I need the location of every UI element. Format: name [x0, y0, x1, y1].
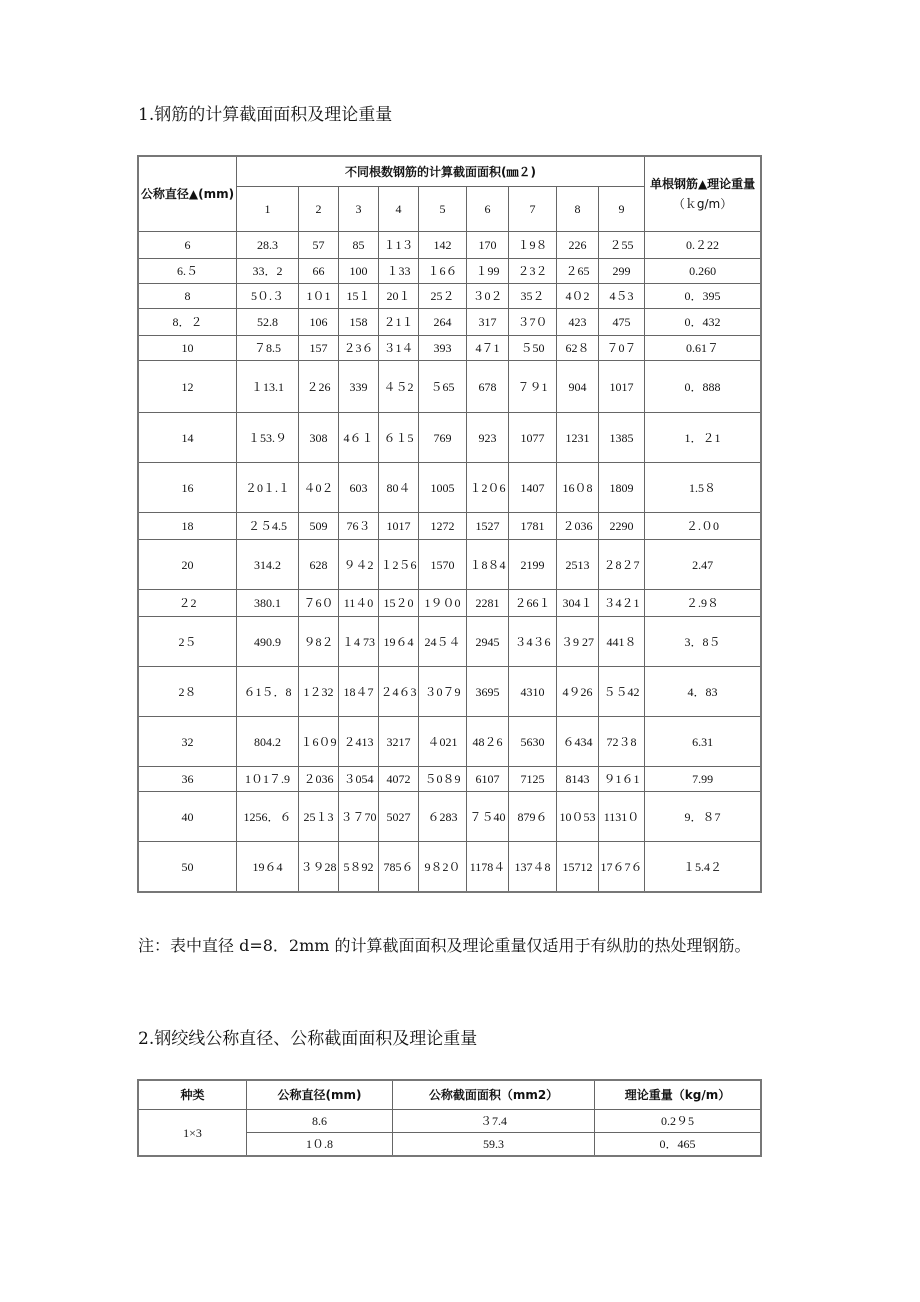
area-cell: ３7０ — [509, 309, 557, 336]
area-cell: 1131０ — [599, 792, 645, 842]
area-cell: 158 — [339, 309, 379, 336]
area-cell: 1385 — [599, 413, 645, 463]
area-cell: 804.2 — [237, 717, 299, 767]
area-cell: 62８ — [557, 336, 599, 361]
weight-cell: 9．８7 — [645, 792, 761, 842]
diameter-cell: 6.５ — [139, 259, 237, 284]
area-cell: １9８ — [509, 232, 557, 259]
area-cell: １99 — [467, 259, 509, 284]
area-cell: 1０1 — [299, 284, 339, 309]
area-cell: 5８92 — [339, 842, 379, 892]
area-cell: 879６ — [509, 792, 557, 842]
weight-cell: 3．8５ — [645, 617, 761, 667]
area-cell: 423 — [557, 309, 599, 336]
area-cell: ９8２ — [299, 617, 339, 667]
area-cell: ２8２7 — [599, 540, 645, 590]
area-cell: ４５2 — [379, 361, 419, 413]
weight-cell: 0.61７ — [645, 336, 761, 361]
area-cell: １1３ — [379, 232, 419, 259]
section2-title: 2.钢绞线公称直径、公称截面面积及理论重量 — [138, 1029, 478, 1049]
area-cell: 769 — [419, 413, 467, 463]
area-cell: 441８ — [599, 617, 645, 667]
area-cell: 57 — [299, 232, 339, 259]
area-cell: ３９28 — [299, 842, 339, 892]
area-cell: 1272 — [419, 513, 467, 540]
table-row — [139, 617, 761, 667]
area-cell: 6107 — [467, 767, 509, 792]
table-note: 注：表中直径 d=8．2mm 的计算截面面积及理论重量仅适用于有纵肋的热处理钢筋。 — [138, 936, 751, 955]
area-cell: 85 — [339, 232, 379, 259]
area-cell: ５65 — [419, 361, 467, 413]
area-cell: 1０1７.9 — [237, 767, 299, 792]
area-cell: 1005 — [419, 463, 467, 513]
area-cell: 8143 — [557, 767, 599, 792]
area-cell: ７0７ — [599, 336, 645, 361]
diameter-cell: 32 — [139, 717, 237, 767]
table-row — [139, 717, 761, 767]
area-cell: 4９26 — [557, 667, 599, 717]
area-cell: ７５40 — [467, 792, 509, 842]
weight-cell: 2.47 — [645, 540, 761, 590]
strand-cell: 0．465 — [595, 1133, 761, 1156]
section1-title: 1.钢筋的计算截面面积及理论重量 — [138, 105, 393, 125]
area-cell: ２0１.１ — [237, 463, 299, 513]
area-cell: 1178４ — [467, 842, 509, 892]
area-cell: 28.3 — [237, 232, 299, 259]
header-count-9: 9 — [599, 187, 645, 232]
weight-cell: １5.4２ — [645, 842, 761, 892]
area-cell: ２65 — [557, 259, 599, 284]
area-cell: 20１ — [379, 284, 419, 309]
area-cell: 475 — [599, 309, 645, 336]
area-cell: 9８2０ — [419, 842, 467, 892]
table-row — [139, 792, 761, 842]
strand-type-cell: 1×3 — [139, 1110, 247, 1156]
area-cell: ５５42 — [599, 667, 645, 717]
header-count-8: 8 — [557, 187, 599, 232]
area-cell: 226 — [557, 232, 599, 259]
area-cell: ６1５．8 — [237, 667, 299, 717]
diameter-cell: 16 — [139, 463, 237, 513]
area-cell: ４021 — [419, 717, 467, 767]
area-cell: １2５6 — [379, 540, 419, 590]
diameter-cell: 40 — [139, 792, 237, 842]
area-cell: ３0７9 — [419, 667, 467, 717]
area-cell: 339 — [339, 361, 379, 413]
diameter-cell: 8．２ — [139, 309, 237, 336]
weight-cell: 0.２22 — [645, 232, 761, 259]
area-cell: 16０8 — [557, 463, 599, 513]
table-row — [139, 590, 761, 617]
weight-cell: 7.99 — [645, 767, 761, 792]
area-cell: 264 — [419, 309, 467, 336]
area-cell: ２1１ — [379, 309, 419, 336]
diameter-cell: ２2 — [139, 590, 237, 617]
area-cell: ９４2 — [339, 540, 379, 590]
area-cell: 785６ — [379, 842, 419, 892]
area-cell: 1809 — [599, 463, 645, 513]
area-cell: 4０2 — [557, 284, 599, 309]
weight-cell: 1.5８ — [645, 463, 761, 513]
header-weight-unit: （ｋg/m） — [672, 197, 733, 211]
area-cell: ６434 — [557, 717, 599, 767]
area-cell: ２55 — [599, 232, 645, 259]
area-cell: ４0２ — [299, 463, 339, 513]
area-cell: 1２32 — [299, 667, 339, 717]
area-cell: １4 73 — [339, 617, 379, 667]
table-row — [139, 463, 761, 513]
area-cell: 137４8 — [509, 842, 557, 892]
weight-cell: 4．83 — [645, 667, 761, 717]
strand-header-3: 理论重量（kg/m） — [595, 1081, 761, 1110]
area-cell: 15１ — [339, 284, 379, 309]
area-cell: 2281 — [467, 590, 509, 617]
header-count-7: 7 — [509, 187, 557, 232]
area-cell: 4７1 — [467, 336, 509, 361]
diameter-cell: 18 — [139, 513, 237, 540]
area-cell: 17６7６ — [599, 842, 645, 892]
diameter-cell: 36 — [139, 767, 237, 792]
diameter-cell: 12 — [139, 361, 237, 413]
area-cell: ２036 — [557, 513, 599, 540]
area-cell: 18４7 — [339, 667, 379, 717]
diameter-cell: 14 — [139, 413, 237, 463]
area-cell: 33．2 — [237, 259, 299, 284]
area-cell: ２4６3 — [379, 667, 419, 717]
header-weight-title: 单根钢筋▲理论重量 — [649, 177, 756, 191]
table-row — [139, 336, 761, 361]
area-cell: 393 — [419, 336, 467, 361]
area-cell: ２66１ — [509, 590, 557, 617]
area-cell: 25２ — [419, 284, 467, 309]
area-cell: 603 — [339, 463, 379, 513]
table-row — [139, 842, 761, 892]
area-cell: 19６4 — [379, 617, 419, 667]
area-cell: 1781 — [509, 513, 557, 540]
area-cell: 314.2 — [237, 540, 299, 590]
area-cell: 25１3 — [299, 792, 339, 842]
area-cell: 5０.３ — [237, 284, 299, 309]
header-diameter: 公称直径▲(mm) — [139, 157, 237, 232]
area-cell: 904 — [557, 361, 599, 413]
area-cell: 628 — [299, 540, 339, 590]
header-count-4: 4 — [379, 187, 419, 232]
area-cell: 1017 — [599, 361, 645, 413]
header-count-1: 1 — [237, 187, 299, 232]
area-cell: 1570 — [419, 540, 467, 590]
area-cell: 7125 — [509, 767, 557, 792]
area-cell: ９1６1 — [599, 767, 645, 792]
header-count-2: 2 — [299, 187, 339, 232]
area-cell: 11４0 — [339, 590, 379, 617]
area-cell: 317 — [467, 309, 509, 336]
area-cell: 19６4 — [237, 842, 299, 892]
area-cell: 304１ — [557, 590, 599, 617]
strand-header-0: 种类 — [139, 1081, 247, 1110]
area-cell: 157 — [299, 336, 339, 361]
area-cell: ３054 — [339, 767, 379, 792]
strand-cell: 1０.8 — [247, 1133, 393, 1156]
area-cell: 15２0 — [379, 590, 419, 617]
area-cell: ６１5 — [379, 413, 419, 463]
area-cell: 80４ — [379, 463, 419, 513]
diameter-cell: 6 — [139, 232, 237, 259]
area-cell: 35２ — [509, 284, 557, 309]
area-cell: ２26 — [299, 361, 339, 413]
area-cell: 52.8 — [237, 309, 299, 336]
area-cell: 3695 — [467, 667, 509, 717]
weight-cell: 0.260 — [645, 259, 761, 284]
area-cell: 5630 — [509, 717, 557, 767]
area-cell: 24５４ — [419, 617, 467, 667]
table-row — [139, 767, 761, 792]
area-cell: 923 — [467, 413, 509, 463]
diameter-cell: 50 — [139, 842, 237, 892]
area-cell: ３4３6 — [509, 617, 557, 667]
strand-header-1: 公称直径(mm) — [247, 1081, 393, 1110]
area-cell: 4６１ — [339, 413, 379, 463]
area-cell: ２413 — [339, 717, 379, 767]
table-row — [139, 284, 761, 309]
area-cell: ５50 — [509, 336, 557, 361]
header-count-3: 3 — [339, 187, 379, 232]
area-cell: １6６ — [419, 259, 467, 284]
weight-cell: ２.9８ — [645, 590, 761, 617]
area-cell: 142 — [419, 232, 467, 259]
table-row — [139, 361, 761, 413]
area-cell: 4５3 — [599, 284, 645, 309]
area-cell: 1256．６ — [237, 792, 299, 842]
table-row — [139, 1110, 761, 1133]
weight-cell: 6.31 — [645, 717, 761, 767]
diameter-cell: 2５ — [139, 617, 237, 667]
area-cell: １13.1 — [237, 361, 299, 413]
area-cell: 678 — [467, 361, 509, 413]
table-row — [139, 309, 761, 336]
strand-header-2: 公称截面面积（mm2） — [393, 1081, 595, 1110]
area-cell: ７6０ — [299, 590, 339, 617]
area-cell: 76３ — [339, 513, 379, 540]
area-cell: ７９1 — [509, 361, 557, 413]
weight-cell: ２.０0 — [645, 513, 761, 540]
area-cell: 48２6 — [467, 717, 509, 767]
area-cell: 1077 — [509, 413, 557, 463]
header-weight — [645, 157, 761, 232]
strand-table — [138, 1080, 761, 1156]
area-cell: 2199 — [509, 540, 557, 590]
area-cell: 5027 — [379, 792, 419, 842]
area-cell: ２3２ — [509, 259, 557, 284]
area-cell: ２５4.5 — [237, 513, 299, 540]
area-cell: 308 — [299, 413, 339, 463]
area-cell: 72３8 — [599, 717, 645, 767]
diameter-cell: 10 — [139, 336, 237, 361]
header-count-6: 6 — [467, 187, 509, 232]
area-cell: 490.9 — [237, 617, 299, 667]
area-cell: 509 — [299, 513, 339, 540]
weight-cell: 0．395 — [645, 284, 761, 309]
area-cell: ５0８9 — [419, 767, 467, 792]
area-cell: 1407 — [509, 463, 557, 513]
area-cell: 3217 — [379, 717, 419, 767]
area-cell: 1527 — [467, 513, 509, 540]
table-row — [139, 232, 761, 259]
table-row — [139, 667, 761, 717]
area-cell: ２3６ — [339, 336, 379, 361]
area-cell: １8８4 — [467, 540, 509, 590]
area-cell: 10０53 — [557, 792, 599, 842]
area-cell: ７8.5 — [237, 336, 299, 361]
area-cell: １33 — [379, 259, 419, 284]
area-cell: 100 — [339, 259, 379, 284]
area-cell: ３0２ — [467, 284, 509, 309]
area-cell: 170 — [467, 232, 509, 259]
area-cell: ３9 27 — [557, 617, 599, 667]
strand-cell: 0.2９5 — [595, 1110, 761, 1133]
area-cell: 380.1 — [237, 590, 299, 617]
area-cell: 4072 — [379, 767, 419, 792]
area-cell: 1９０0 — [419, 590, 467, 617]
area-cell: ３７70 — [339, 792, 379, 842]
area-cell: 66 — [299, 259, 339, 284]
table-row — [139, 413, 761, 463]
diameter-cell: 2８ — [139, 667, 237, 717]
diameter-cell: 20 — [139, 540, 237, 590]
area-cell: 4310 — [509, 667, 557, 717]
weight-cell: 1．２1 — [645, 413, 761, 463]
area-cell: 15712 — [557, 842, 599, 892]
area-cell: 2290 — [599, 513, 645, 540]
table-row — [139, 513, 761, 540]
header-area-group: 不同根数钢筋的计算截面面积(㎜２) — [237, 157, 645, 187]
area-cell: 1231 — [557, 413, 599, 463]
area-cell: １6０9 — [299, 717, 339, 767]
weight-cell: 0．432 — [645, 309, 761, 336]
area-cell: 2945 — [467, 617, 509, 667]
area-cell: ３1４ — [379, 336, 419, 361]
area-cell: 1017 — [379, 513, 419, 540]
table-row — [139, 540, 761, 590]
area-cell: 106 — [299, 309, 339, 336]
strand-cell: ３7.4 — [393, 1110, 595, 1133]
table-row — [139, 259, 761, 284]
header-count-5: 5 — [419, 187, 467, 232]
area-cell: ６283 — [419, 792, 467, 842]
strand-cell: 8.6 — [247, 1110, 393, 1133]
area-cell: ３4２1 — [599, 590, 645, 617]
weight-cell: 0．888 — [645, 361, 761, 413]
area-cell: １2０6 — [467, 463, 509, 513]
area-cell: 299 — [599, 259, 645, 284]
area-cell: 2513 — [557, 540, 599, 590]
rebar-table — [138, 156, 761, 892]
area-cell: １53.９ — [237, 413, 299, 463]
diameter-cell: 8 — [139, 284, 237, 309]
strand-cell: 59.3 — [393, 1133, 595, 1156]
area-cell: ２036 — [299, 767, 339, 792]
